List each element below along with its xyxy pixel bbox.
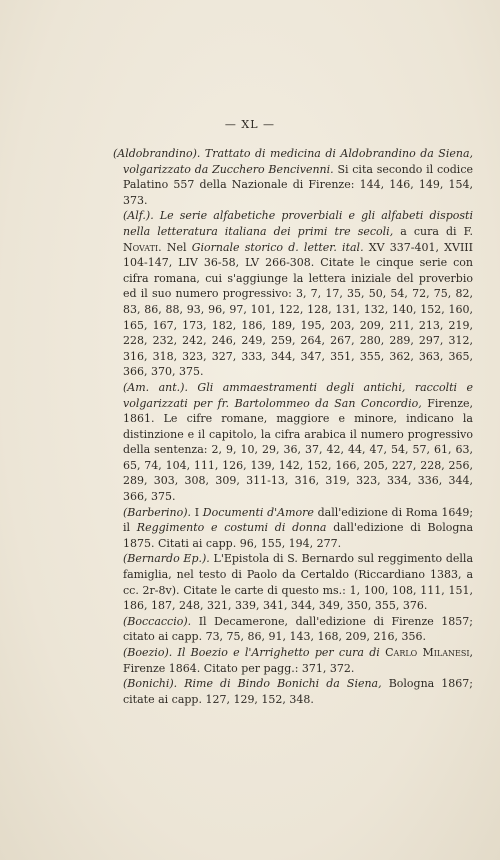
- entry-siglum: (Boccaccio).: [123, 614, 192, 628]
- bibliography-entry: [113, 380, 473, 505]
- entry-mid: dall'edizione di Roma 1649; il: [123, 505, 474, 535]
- entry-text: Si cita secondo il codice Palatino 557 della Nazionale di Firenze: 144, 146, 149, 154, 373.: [123, 162, 473, 207]
- entry-text: dall'edizione di Bologna 1875. Citati ai capp. 96, 155, 194, 277.: [123, 521, 474, 550]
- bibliography-entry: [113, 614, 473, 645]
- entry-siglum: (Aldobrandino).: [113, 147, 201, 160]
- entry-pre: I: [194, 505, 200, 519]
- entry-title: Il Boezio e l'Arrighetto per cura di: [177, 646, 380, 659]
- entry-text: L'Epistola di S. Bernardo sul reggimento della famiglia, nel testo di Paolo da Certaldo (Riccardiano 1383, a cc. 2r-8v). Citate le carte di questo ms.: 1, 100, 108, 111, 151, 186, 187, 248, 321, 339, 341, 344, 349, 350, 355, 376.: [123, 552, 474, 613]
- entry-siglum: (Am. ant.).: [123, 380, 188, 394]
- entry-title: Le serie alfabetiche proverbiali e gli alfabeti disposti nella letteratura italiana dei primi tre secoli,: [123, 209, 474, 238]
- entry-text: Il Decamerone, dall'edizione di Firenze 1857; citato ai capp. 73, 75, 86, 91, 143, 168, 209, 216, 356.: [123, 614, 474, 644]
- entry-title: Gli ammaestramenti degli antichi, raccolti e volgarizzati per fr. Bartolommeo da San Concordio,: [123, 380, 474, 410]
- entry-siglum: (Bernardo Ep.).: [123, 552, 210, 566]
- entry-siglum: (Bonichi).: [123, 677, 178, 691]
- bibliography-entry: [113, 208, 473, 380]
- entry-text: Firenze, 1861. Le cifre romane, maggiore e minore, indicano la distinzione e il capitolo, la cifra arabica il numero progressivo della sentenza: 2, 9, 10, 29, 36, 37, 42, 44, 47, 54, 57, 61, 63, 65, 74, 104, 111, 126, 139, 142, 152, 166, 205, 227, 228, 256, 289, 303, 308, 309, 311-13, 316, 319, 323, 334, 336, 344, 366, 375.: [123, 396, 473, 504]
- entry-title: Rime di Bindo Bonichi da Siena,: [184, 677, 382, 691]
- entry-author: Carlo Milanesi: [385, 646, 470, 659]
- bibliography-entry: [113, 551, 473, 613]
- entry-title: Documenti d'Amore: [202, 505, 314, 519]
- entry-text: XV 337-401, XVIII 104-147, LIV 36-58, LV 266-308. Citate le cinque serie con cifra romana, cui s'aggiunge la lettera iniziale del proverbio ed il suo numero progressivo: 3, 7, 17, 35, 50, 54, 72, 75, 82, 83, 86, 88, 93, 96, 97, 101, 122, 128, 131, 132, 140, 152, 160, 165, 167, 173, 182, 186, 189, 195, 203, 209, 211, 213, 219, 228, 232, 242, 246, 249, 259, 264, 267, 280, 289, 297, 312, 316, 318, 323, 327, 333, 344, 347, 351, 355, 362, 363, 365, 366, 370, 375.: [123, 240, 473, 379]
- bibliography-entry: [113, 146, 473, 208]
- entry-siglum: (Alf.).: [123, 209, 154, 223]
- bibliography-list: [113, 146, 473, 707]
- entry-title: Trattato di medicina di Aldobrandino da Siena, volgarizzato da Zucchero Bencivenni.: [123, 147, 474, 176]
- entry-siglum: (Boezio).: [123, 646, 173, 659]
- entry-siglum: (Barberino).: [123, 505, 192, 519]
- entry-title-2: Reggimento e costumi di donna: [136, 521, 327, 535]
- entry-author: F. Novati: [123, 224, 473, 254]
- entry-text: Bologna 1867; citate ai capp. 127, 129, 152, 348.: [123, 677, 474, 706]
- entry-text: , Firenze 1864. Citato per pagg.: 371, 372.: [123, 646, 473, 675]
- entry-journal: Giornale storico d. letter. ital.: [191, 240, 364, 254]
- entry-pre: a cura di: [400, 224, 457, 238]
- bibliography-entry: [113, 676, 473, 707]
- bibliography-entry: [113, 645, 473, 676]
- entry-mid: . Nel: [158, 240, 187, 254]
- bibliography-entry: [113, 505, 473, 552]
- page-header: — XL —: [224, 118, 276, 131]
